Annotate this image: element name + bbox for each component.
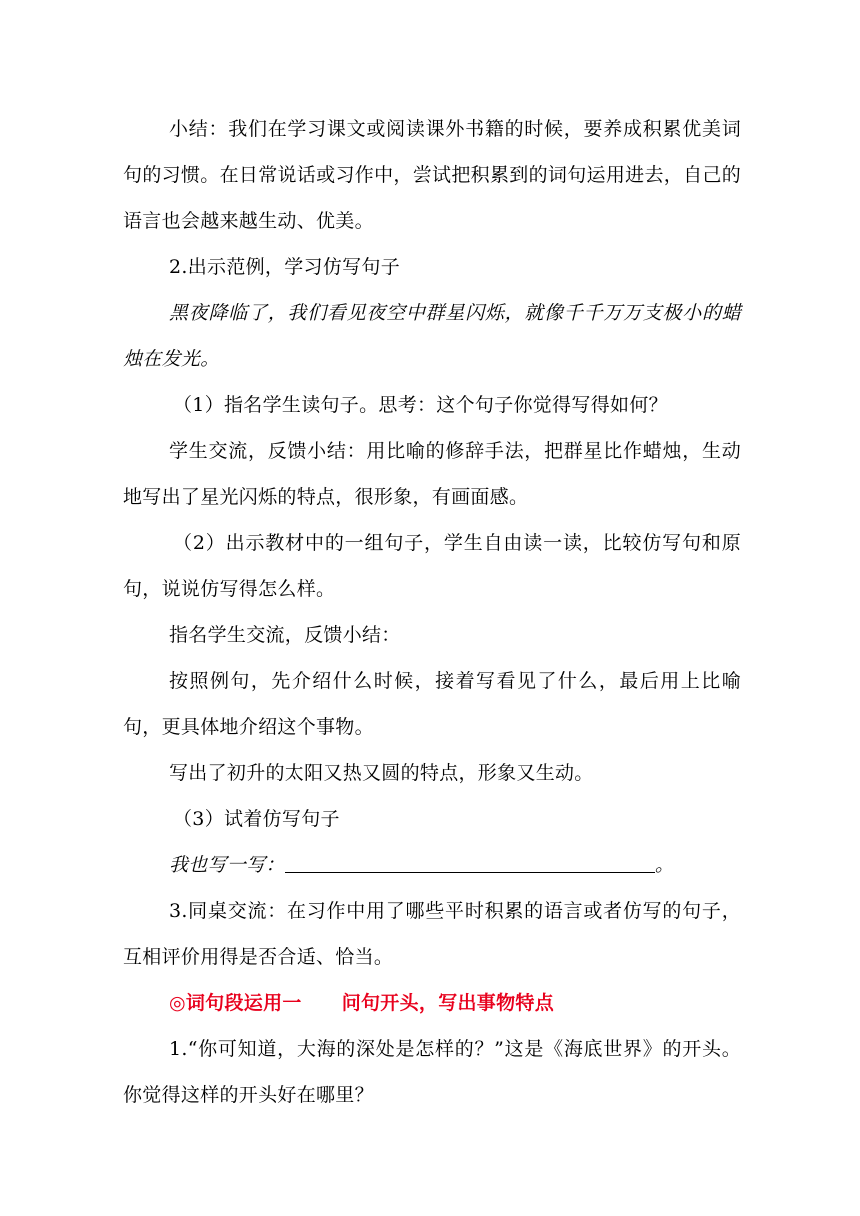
- write-line: [123, 842, 741, 888]
- write-prompt: 我也写一写：: [169, 854, 285, 876]
- section-heading-left: ◎词句段运用一: [169, 992, 302, 1014]
- item-1: 1.“你可知道，大海的深处是怎样的？”这是《海底世界》的开头。你觉得这样的开头好在哪里？: [123, 1038, 741, 1106]
- feedback-1: 学生交流，反馈小结：用比喻的修辞手法，把群星比作蜡烛，生动地写出了星光闪烁的特点，很形象，有画面感。: [123, 440, 741, 508]
- feedback-2-b: 写出了初升的太阳又热又圆的特点，形象又生动。: [169, 762, 594, 784]
- question-1: （1）指名学生读句子。思考：这个句子你觉得写得如何？: [173, 394, 668, 416]
- question-3: （3）试着仿写句子: [173, 808, 340, 830]
- write-end: 。: [654, 854, 675, 876]
- summary-paragraph: 小结：我们在学习课文或阅读课外书籍的时候，要养成积累优美词句的习惯。在日常说话或习作中，尝试把积累到的词句运用进去，自己的语言也会越来越生动、优美。: [123, 118, 741, 232]
- example-sentence: 黑夜降临了，我们看见夜空中群星闪烁，就像千千万万支极小的蜡烛在发光。: [123, 302, 741, 370]
- feedback-2-a: 按照例句，先介绍什么时候，接着写看见了什么，最后用上比喻句，更具体地介绍这个事物。: [123, 670, 741, 738]
- step-3: 3.同桌交流：在习作中用了哪些平时积累的语言或者仿写的句子，互相评价用得是否合适、恰当。: [123, 900, 741, 968]
- document-body: [123, 106, 741, 1118]
- feedback-2-intro: 指名学生交流，反馈小结：: [169, 624, 401, 646]
- question-2: （2）出示教材中的一组句子，学生自由读一读，比较仿写句和原句，说说仿写得怎么样。: [123, 532, 741, 600]
- step-2-title: 2.出示范例，学习仿写句子: [169, 256, 401, 278]
- section-heading-right: 问句开头，写出事物特点: [341, 992, 554, 1014]
- section-heading: [123, 980, 741, 1026]
- answer-blank[interactable]: [285, 850, 655, 873]
